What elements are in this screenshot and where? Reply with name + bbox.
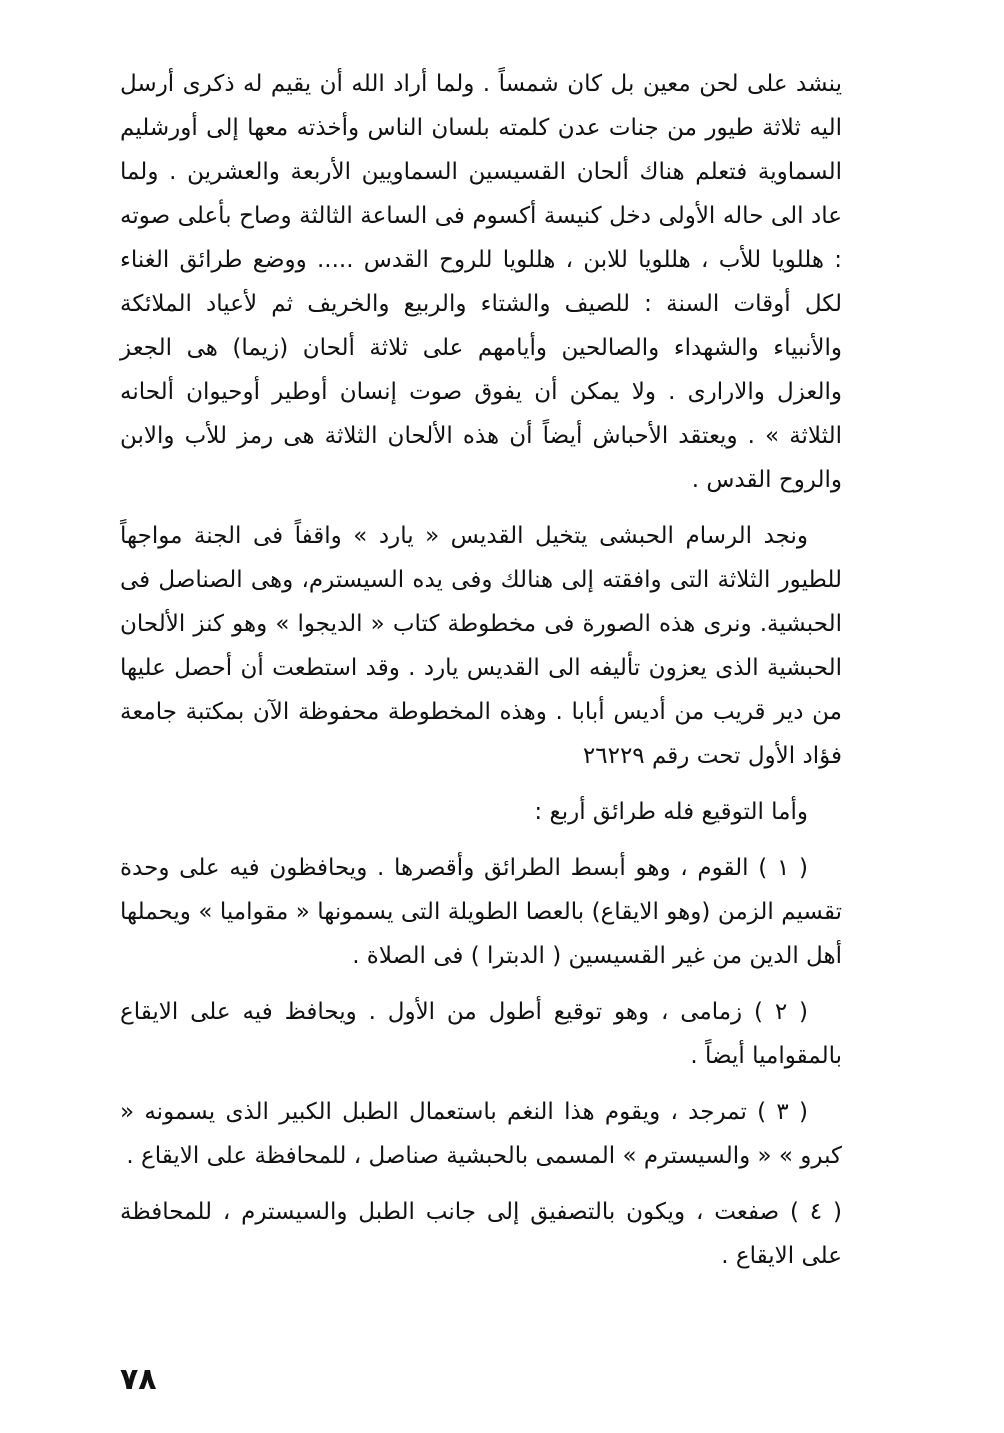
page-number: ٧٨ — [120, 1362, 157, 1397]
paragraph-rhythm-3-tamrajid: ( ٣ ) تمرجد ، ويقوم هذا النغم باستعمال الطبل الكبير الذى يسمونه « كبرو » « والسيسترم » المسمى بالحبشية صناصل ، للمحافظة على الايقاع . — [120, 1099, 842, 1169]
paragraph-painter-manuscript: ونجد الرسام الحبشى يتخيل القديس « يارد » واقفاً فى الجنة مواجهاً للطيور الثلاثة التى وافقته إلى هنالك وفى يده السيسترم، وهى الصناصل فى الحبشية. ونرى هذه الصورة فى مخطوطة كتاب « الديجوا » وهو كنز الألحان الحبشية الذى يعزون تأليفه الى القديس يارد . وقد استطعت أن أحصل عليها من دير قريب من أديس أبابا . وهذه المخطوطة محفوظة الآن بمكتبة جامعة فؤاد الأول تحت رقم ٢٦٢٢٩ — [120, 523, 842, 769]
paragraph-rhythm-2-zimami: ( ٢ ) زمامى ، وهو توقيع أطول من الأول . ويحافظ فيه على الايقاع بالمقواميا أيضاً . — [120, 999, 842, 1069]
paragraph-rhythm-intro: وأما التوقيع فله طرائق أربع : — [534, 799, 808, 825]
paragraph-rhythm-1-qum: ( ١ ) القوم ، وهو أبسط الطرائق وأقصرها . ويحافظون فيه على وحدة تقسيم الزمن (وهو الايقاع) بالعصا الطويلة التى يسمونها « مقواميا » ويحملها أهل الدين من غير القسيسين ( الدبترا ) فى الصلاة . — [120, 855, 842, 969]
page-body — [120, 62, 842, 1278]
paragraph-yared-legend: ينشد على لحن معين بل كان شمساً . ولما أراد الله أن يقيم له ذكرى أرسل اليه ثلاثة طيور من جنات عدن كلمته بلسان الناس وأخذته معها إلى أورشليم السماوية فتعلم هناك ألحان القسيسين السماويين الأربعة والعشرين . ولما عاد الى حاله الأولى دخل كنيسة أكسوم فى الساعة الثالثة وصاح بأعلى صوته : هللويا للأب ، هللويا للابن ، هللويا للروح القدس ..... ووضع طرائق الغناء لكل أوقات السنة : للصيف والشتاء والربيع والخريف ثم لأعياد الملائكة والأنبياء والشهداء والصالحين وأيامهم على ثلاثة ألحان (زيما) هى الجعز والعزل والارارى . ولا يمكن أن يفوق صوت إنسان أوطير أوحيوان ألحانه الثلاثة » . ويعتقد الأحباش أيضاً أن هذه الألحان الثلاثة هى رمز للأب والابن والروح القدس . — [120, 71, 842, 493]
paragraph-rhythm-4-safaat: ( ٤ ) صفعت ، ويكون بالتصفيق إلى جانب الطبل والسيسترم ، للمحافظة على الايقاع . — [120, 1199, 842, 1269]
